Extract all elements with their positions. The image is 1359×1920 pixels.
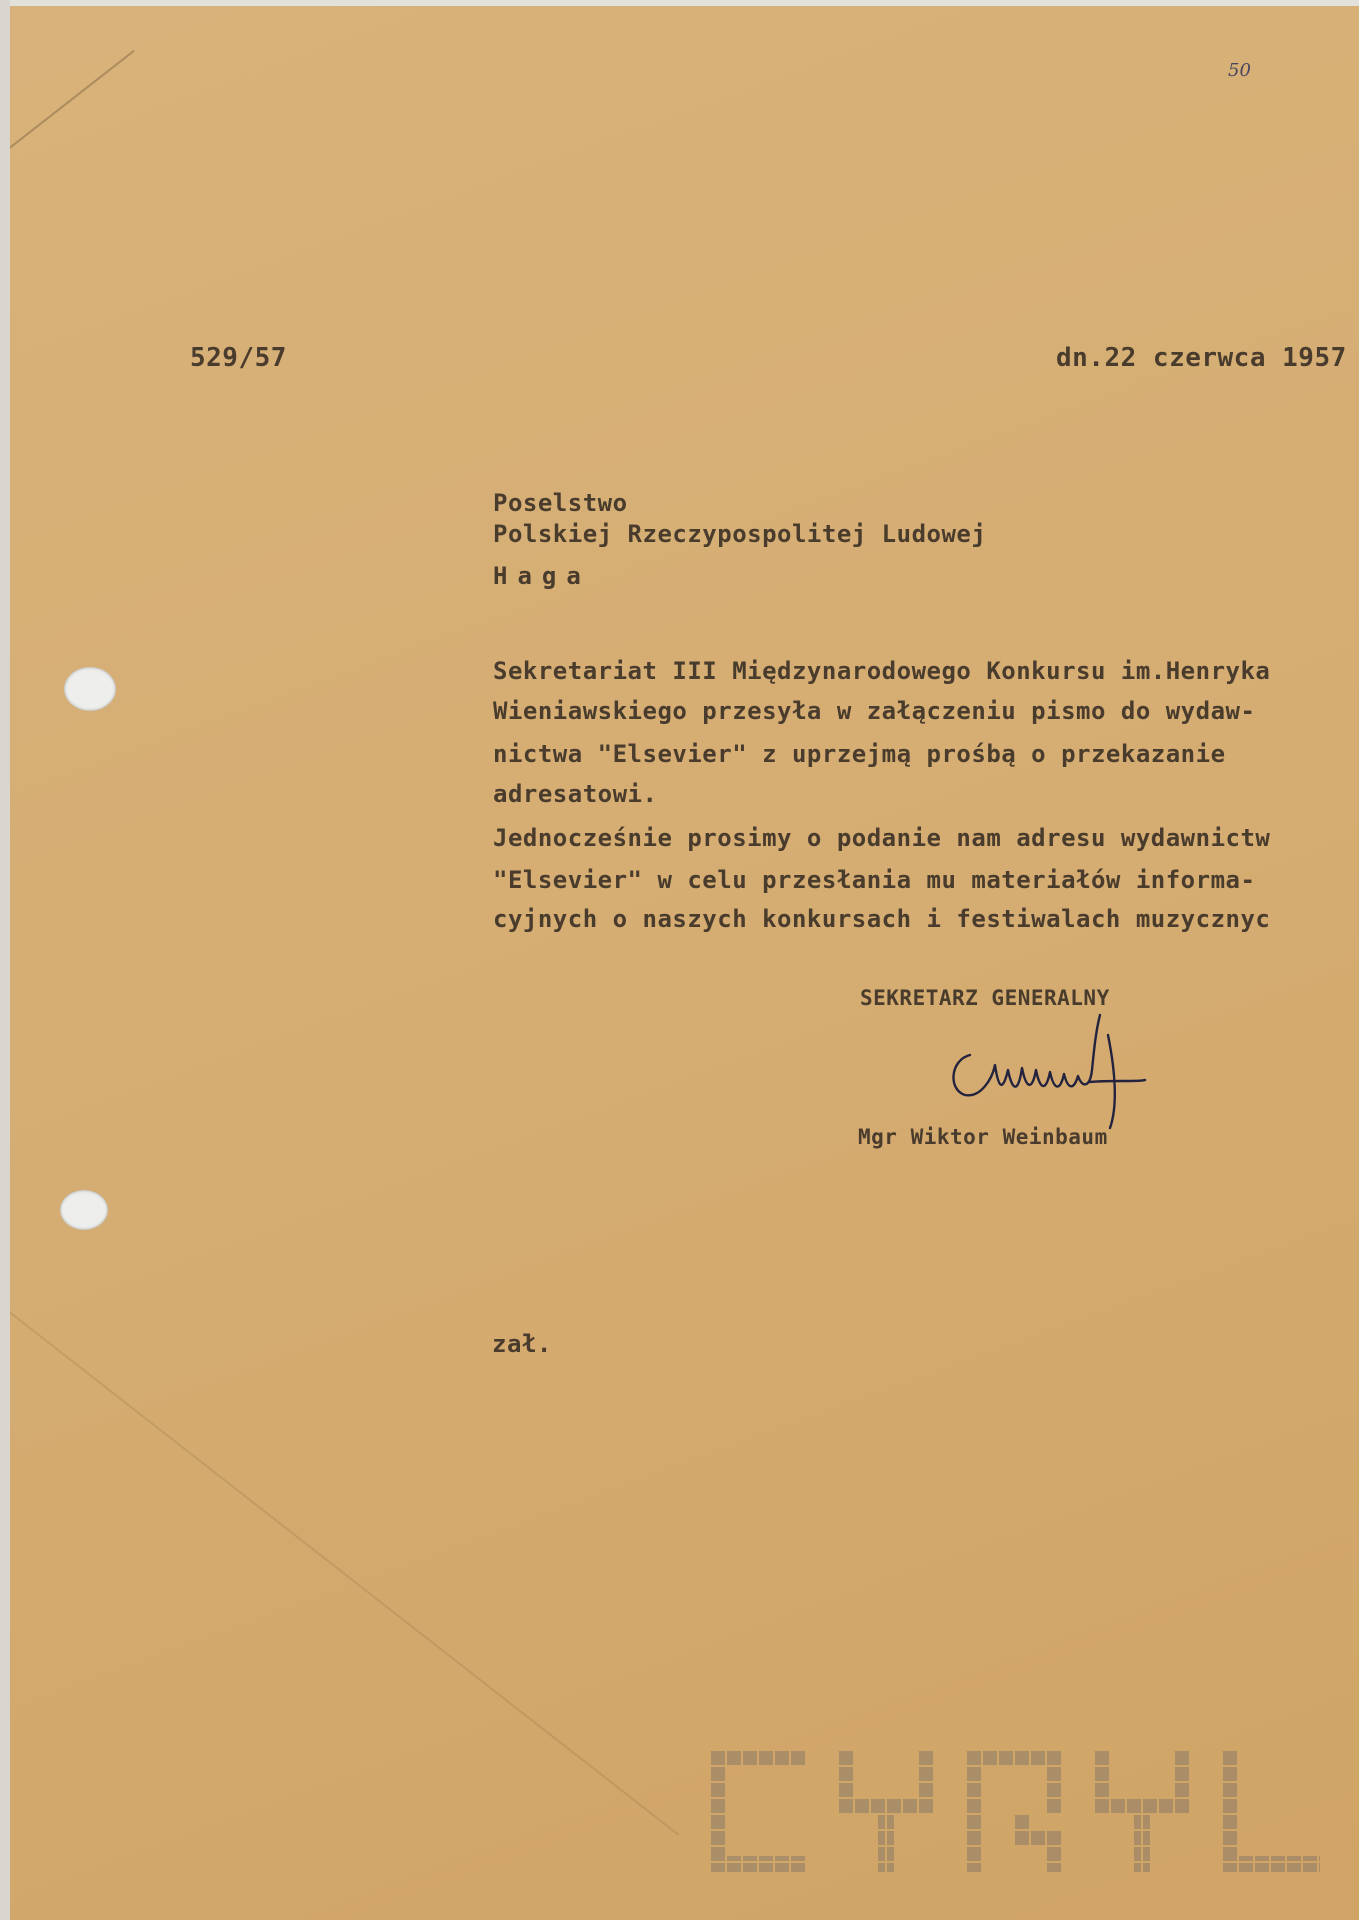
enclosure-note: zał. [492, 1330, 552, 1358]
reference-number: 529/57 [190, 343, 287, 373]
punch-hole-top [64, 667, 116, 711]
letter-date: dn.22 czerwca 1957 [1056, 343, 1347, 373]
cyryl-watermark-logo [710, 1750, 1320, 1872]
body-line: "Elsevier" w celu przesłania mu materiałów informa- [493, 866, 1256, 894]
signatory-title: SEKRETARZ GENERALNY [860, 986, 1110, 1010]
paper-top-edge [10, 0, 1359, 6]
paper-fold [10, 1280, 679, 1836]
body-line: Sekretariat III Międzynarodowego Konkursu im.Henryka [493, 657, 1271, 685]
body-line: Jednocześnie prosimy o podanie nam adresu wydawnictw [493, 824, 1271, 852]
page-number: 50 [1228, 60, 1251, 81]
signatory-name: Mgr Wiktor Weinbaum [858, 1125, 1108, 1149]
handwritten-signature [940, 1010, 1190, 1130]
body-line: adresatowi. [493, 780, 658, 808]
recipient-line-2: Polskiej Rzeczypospolitej Ludowej [493, 520, 987, 548]
recipient-city: Haga [493, 562, 591, 590]
letter-page [10, 0, 1359, 1920]
punch-hole-bottom [60, 1190, 108, 1230]
recipient-line-1: Poselstwo [493, 489, 628, 517]
body-line: nictwa "Elsevier" z uprzejmą prośbą o przekazanie [493, 740, 1226, 768]
paper-crease [10, 50, 135, 150]
body-line: Wieniawskiego przesyła w załączeniu pismo do wydaw- [493, 697, 1256, 725]
body-line: cyjnych o naszych konkursach i festiwalach muzycznyc [493, 905, 1271, 933]
